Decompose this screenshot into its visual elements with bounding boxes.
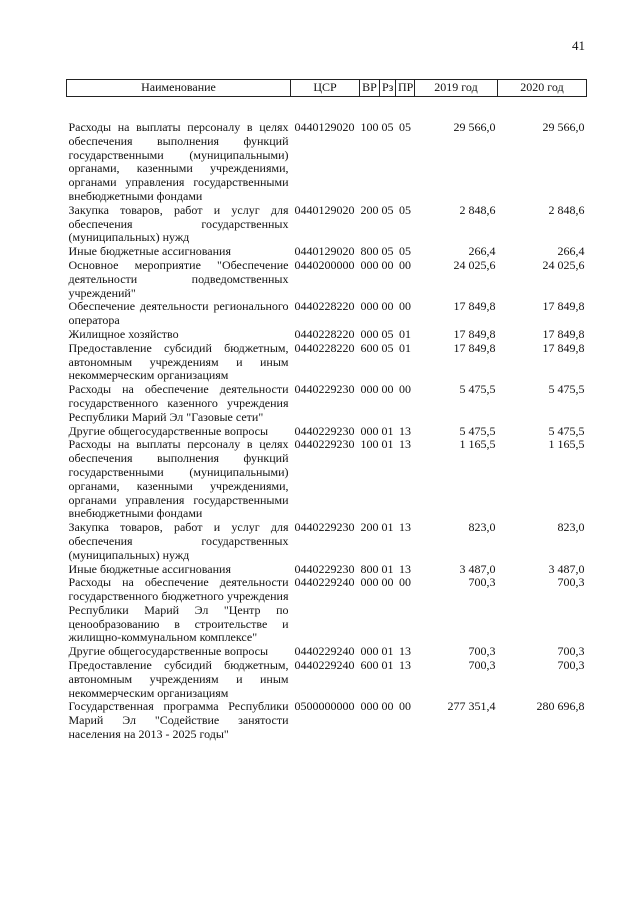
cell-rz: 05 — [381, 326, 394, 341]
cell-vr: 800 — [360, 244, 379, 259]
cell-2020: 280 696,8 — [536, 699, 585, 714]
table-header-row — [67, 80, 587, 97]
cell-2019: 3 487,0 — [459, 561, 496, 576]
cell-2019: 823,0 — [468, 520, 496, 535]
cell-vr: 800 — [360, 561, 379, 576]
cell-vr: 000 — [360, 699, 379, 714]
cell-name: Закупка товаров, работ и услуг для обеспечения государственных (муниципальных) нужд — [68, 520, 289, 562]
cell-csr: 0440129020 — [294, 244, 355, 259]
cell-rz: 05 — [381, 120, 394, 134]
cell-csr: 0440229230 — [294, 423, 355, 438]
cell-name: Расходы на обеспечение деятельности государственного казенного учреждения Республики Марий Эл "Газовые сети" — [68, 382, 289, 424]
cell-csr: 0440229240 — [294, 644, 355, 659]
cell-rz: 01 — [381, 423, 394, 438]
cell-csr: 0440229230 — [294, 561, 355, 576]
cell-2019: 700,3 — [468, 575, 496, 590]
cell-vr: 600 — [360, 340, 379, 355]
cell-vr: 100 — [360, 437, 379, 452]
cell-pr: 13 — [399, 658, 411, 673]
cell-2020: 3 487,0 — [548, 561, 585, 576]
cell-2020: 17 849,8 — [542, 299, 585, 314]
cell-csr: 0440229240 — [294, 575, 355, 590]
cell-csr: 0500000000 — [294, 699, 355, 714]
table-row — [67, 259, 587, 300]
cell-rz: 00 — [381, 257, 394, 272]
table-row — [67, 438, 587, 521]
cell-2020: 24 025,6 — [542, 257, 585, 272]
column-header-name: Наименование — [67, 80, 291, 97]
cell-name: Жилищное хозяйство — [68, 326, 179, 341]
cell-rz: 01 — [381, 437, 394, 452]
cell-2019: 17 849,8 — [453, 299, 496, 314]
cell-pr: 13 — [399, 520, 411, 535]
cell-csr: 0440228220 — [294, 326, 355, 341]
cell-name: Иные бюджетные ассигнования — [68, 561, 231, 576]
cell-name: Закупка товаров, работ и услуг для обеспечения государственных (муниципальных) нужд — [68, 202, 289, 245]
cell-pr: 00 — [399, 382, 411, 397]
cell-csr: 0440229230 — [294, 437, 355, 452]
table-row — [67, 204, 587, 245]
cell-vr: 000 — [360, 326, 379, 341]
cell-2019: 700,3 — [468, 644, 496, 659]
cell-vr: 000 — [360, 575, 379, 590]
cell-pr: 01 — [399, 340, 411, 355]
table-row — [67, 576, 587, 645]
table-row — [67, 700, 587, 741]
cell-2020: 700,3 — [557, 644, 585, 659]
cell-pr: 05 — [399, 120, 411, 134]
cell-2019: 29 566,0 — [453, 120, 496, 134]
cell-csr: 0440229230 — [294, 520, 355, 535]
cell-csr: 0440229230 — [294, 382, 355, 397]
page-number: 41 — [572, 38, 585, 53]
cell-2020: 29 566,0 — [542, 120, 585, 134]
cell-2019: 17 849,8 — [453, 340, 496, 355]
cell-2020: 5 475,5 — [548, 382, 585, 397]
cell-csr: 0440129020 — [294, 202, 355, 217]
cell-2020: 700,3 — [557, 575, 585, 590]
column-header-csr: ЦСР — [291, 80, 360, 97]
cell-vr: 600 — [360, 658, 379, 673]
cell-pr: 01 — [399, 326, 411, 341]
cell-rz: 00 — [381, 575, 394, 590]
cell-pr: 00 — [399, 575, 411, 590]
cell-name: Государственная программа Республики Марий Эл "Содействие занятости населения на 2013 - 2025 годы" — [68, 699, 289, 742]
cell-2020: 2 848,6 — [548, 202, 585, 217]
cell-2019: 277 351,4 — [447, 699, 496, 714]
cell-rz: 05 — [381, 340, 394, 355]
cell-rz: 05 — [381, 202, 394, 217]
cell-name: Другие общегосударственные вопросы — [68, 644, 269, 659]
cell-pr: 05 — [399, 202, 411, 217]
cell-name: Иные бюджетные ассигнования — [68, 244, 231, 259]
cell-vr: 000 — [360, 299, 379, 314]
cell-name: Обеспечение деятельности регионального оператора — [68, 299, 289, 328]
table-row — [67, 245, 587, 259]
table-row — [67, 300, 587, 328]
cell-rz: 00 — [381, 299, 394, 314]
table-row — [67, 563, 587, 577]
cell-pr: 00 — [399, 299, 411, 314]
cell-rz: 05 — [381, 244, 394, 259]
column-header-vr: ВР — [360, 80, 380, 97]
cell-2019: 700,3 — [468, 658, 496, 673]
cell-vr: 000 — [360, 423, 379, 438]
table-row — [67, 97, 587, 204]
cell-2019: 2 848,6 — [459, 202, 496, 217]
cell-pr: 00 — [399, 257, 411, 272]
cell-name: Расходы на обеспечение деятельности государственного бюджетного учреждения Республики Марий Эл "Центр по ценообразованию в строительстве и жилищно-коммунальном комплексе" — [68, 575, 289, 645]
cell-2020: 17 849,8 — [542, 340, 585, 355]
cell-2020: 700,3 — [557, 658, 585, 673]
cell-name: Другие общегосударственные вопросы — [68, 423, 269, 438]
cell-pr: 13 — [399, 437, 411, 452]
cell-2019: 24 025,6 — [453, 257, 496, 272]
cell-rz: 01 — [381, 644, 394, 659]
cell-2020: 823,0 — [557, 520, 585, 535]
cell-name: Предоставление субсидий бюджетным, автономным учреждениям и иным некоммерческим организациям — [68, 340, 289, 383]
cell-2019: 17 849,8 — [453, 326, 496, 341]
cell-pr: 05 — [399, 244, 411, 259]
cell-vr: 000 — [360, 644, 379, 659]
cell-2020: 266,4 — [557, 244, 585, 259]
cell-pr: 13 — [399, 561, 411, 576]
table-row — [67, 328, 587, 342]
cell-rz: 00 — [381, 382, 394, 397]
cell-pr: 13 — [399, 644, 411, 659]
table-row — [67, 645, 587, 659]
cell-vr: 200 — [360, 520, 379, 535]
cell-csr: 0440228220 — [294, 340, 355, 355]
table-row — [67, 659, 587, 700]
cell-2019: 1 165,5 — [459, 437, 496, 452]
cell-2019: 5 475,5 — [459, 423, 496, 438]
cell-2020: 1 165,5 — [548, 437, 585, 452]
cell-pr: 13 — [399, 423, 411, 438]
cell-name: Предоставление субсидий бюджетным, автономным учреждениям и иным некоммерческим организациям — [68, 658, 289, 700]
column-header-2019: 2019 год — [415, 80, 498, 97]
table-row — [67, 425, 587, 439]
cell-csr: 0440200000 — [294, 257, 355, 272]
column-header-2020: 2020 год — [498, 80, 587, 97]
cell-csr: 0440229240 — [294, 658, 355, 673]
table-row — [67, 383, 587, 424]
cell-2020: 5 475,5 — [548, 423, 585, 438]
cell-pr: 00 — [399, 699, 411, 714]
cell-name: Основное мероприятие "Обеспечение деятельности подведомственных учреждений" — [68, 257, 289, 300]
cell-rz: 00 — [381, 699, 394, 714]
cell-name: Расходы на выплаты персоналу в целях обеспечения выполнения функций государственными (муниципальными) органами, казенными учреждениями, органами управления государственными внебюджетными фондами — [68, 120, 289, 203]
column-header-pr: ПР — [396, 80, 415, 97]
cell-vr: 000 — [360, 257, 379, 272]
table-row — [67, 521, 587, 562]
cell-vr: 000 — [360, 382, 379, 397]
cell-vr: 200 — [360, 202, 379, 217]
cell-rz: 01 — [381, 561, 394, 576]
column-header-rz: Рз — [380, 80, 396, 97]
cell-vr: 100 — [360, 120, 379, 134]
budget-table — [66, 79, 587, 742]
cell-rz: 01 — [381, 658, 394, 673]
cell-csr: 0440129020 — [294, 120, 355, 134]
table-row — [67, 342, 587, 383]
cell-2019: 266,4 — [468, 244, 496, 259]
cell-rz: 01 — [381, 520, 394, 535]
cell-2020: 17 849,8 — [542, 326, 585, 341]
cell-name: Расходы на выплаты персоналу в целях обеспечения выполнения функций государственными (муниципальными) органами, казенными учреждениями, органами управления государственными внебюджетными фондами — [68, 437, 289, 521]
cell-csr: 0440228220 — [294, 299, 355, 314]
cell-2019: 5 475,5 — [459, 382, 496, 397]
